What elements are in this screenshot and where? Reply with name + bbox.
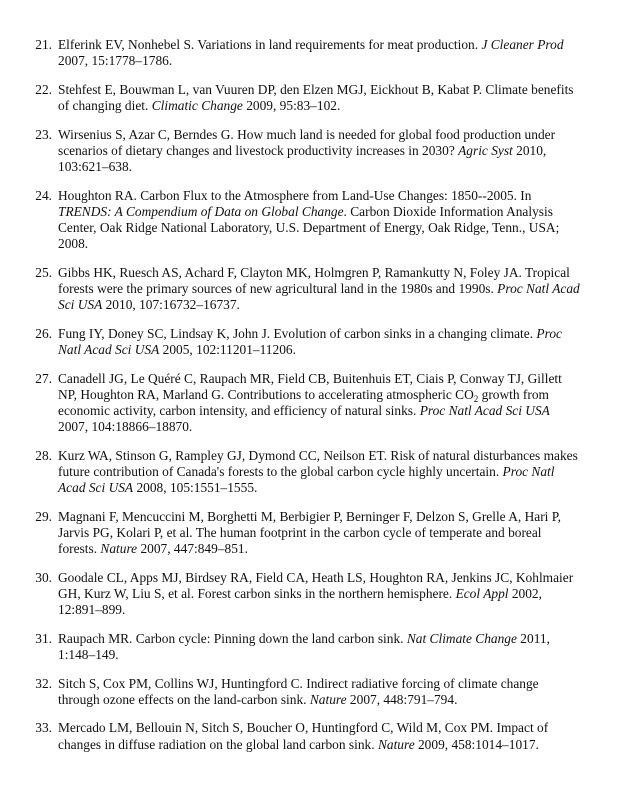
reference-text: Fung IY, Doney SC, Lindsay K, John J. Evolution of carbon sinks in a changing climate. Proc Natl Acad Sci USA 2005, 102:11201–11206. — [58, 325, 562, 357]
journal-name: Climatic Change — [151, 98, 243, 113]
reference-number: 30. — [35, 569, 52, 585]
reference-number: 22. — [35, 81, 52, 97]
reference-item — [0, 448, 617, 497]
reference-text: Kurz WA, Stinson G, Rampley GJ, Dymond CC, Neilson ET. Risk of natural disturbances makes future contribution of Canada's forests to the global carbon cycle highly uncertain. Proc Natl Acad Sci USA 2008, 105:1551–1555. — [58, 447, 578, 496]
journal-name: Proc Natl Acad Sci USA — [419, 403, 550, 418]
reference-text: Stehfest E, Bouwman L, van Vuuren DP, den Elzen MGJ, Eickhout B, Kabat P. Climate benefits of changing diet. Climatic Change 2009, 95:83–102. — [58, 81, 574, 113]
reference-number: 21. — [35, 37, 52, 52]
reference-text: Raupach MR. Carbon cycle: Pinning down the land carbon sink. Nat Climate Change 2011, 1:148–149. — [58, 630, 550, 662]
reference-number: 28. — [35, 447, 52, 463]
journal-name: Agric Syst — [458, 142, 513, 158]
reference-text: Mercado LM, Bellouin N, Sitch S, Boucher O, Huntingford C, Wild M, Cox PM. Impact of changes in diffuse radiation on the global land carbon sink. Nature 2009, 458:1014–1017. — [58, 720, 549, 752]
reference-number: 23. — [35, 126, 52, 142]
reference-number: 33. — [35, 720, 52, 736]
reference-item — [0, 676, 617, 708]
reference-text: Wirsenius S, Azar C, Berndes G. How much land is needed for global food production under scenarios of dietary changes and livestock productivity increases in 2030? Agric Syst 2010, 103:621–638. — [58, 126, 556, 174]
journal-name: Nature — [377, 736, 415, 752]
reference-list — [0, 37, 617, 765]
reference-item — [0, 37, 617, 69]
reference-item — [0, 631, 617, 663]
journal-name: Nature — [309, 691, 347, 707]
reference-text: Goodale CL, Apps MJ, Birdsey RA, Field CA, Heath LS, Houghton RA, Jenkins JC, Kohlmaier GH, Kurz W, Liu S, et al. Forest carbon sinks in the northern hemisphere. Ecol Appl 2002, 12:891–899. — [58, 569, 574, 618]
reference-number: 24. — [35, 187, 52, 203]
book-title: TRENDS: A Compendium of Data on Global Change — [58, 203, 344, 219]
reference-text: Sitch S, Cox PM, Collins WJ, Huntingford C. Indirect radiative forcing of climate change through ozone effects on the land-carbon sink. Nature 2007, 448:791–794. — [58, 675, 539, 707]
journal-name: Nat Climate Change — [406, 630, 517, 646]
reference-item — [0, 326, 617, 358]
reference-item — [0, 371, 617, 436]
reference-item — [0, 720, 617, 752]
reference-number: 26. — [35, 325, 52, 341]
reference-item — [0, 82, 617, 114]
subscript: 2 — [473, 393, 479, 404]
reference-text: Houghton RA. Carbon Flux to the Atmosphere from Land-Use Changes: 1850--2005. In TRENDS: A Compendium of Data on Global Change. Carbon Dioxide Information Analysis Center, Oak Ridge National Laboratory, U.S. Department of Energy, Oak Ridge, Tenn., USA; 2008. — [58, 187, 560, 252]
reference-number: 25. — [35, 264, 52, 280]
reference-text: Elferink EV, Nonhebel S. Variations in land requirements for meat production. J Cleaner Prod 2007, 15:1778–1786. — [58, 37, 564, 69]
reference-number: 31. — [35, 630, 52, 646]
reference-item — [0, 570, 617, 619]
journal-name: Nature — [100, 541, 138, 557]
reference-item — [0, 265, 617, 314]
journal-name: Proc Natl Acad Sci USA — [58, 325, 562, 357]
reference-item — [0, 509, 617, 558]
reference-text: Magnani F, Mencuccini M, Borghetti M, Berbigier P, Berninger F, Delzon S, Grelle A, Hari P, Jarvis PG, Kolari P, et al. The human footprint in the carbon cycle of temperate and boreal forests. Nature 2007, 447:849–851. — [58, 508, 562, 557]
journal-name: Proc Natl Acad Sci USA — [58, 464, 555, 496]
reference-number: 29. — [35, 508, 52, 524]
reference-number: 32. — [35, 675, 52, 691]
journal-name: Ecol Appl — [455, 586, 509, 601]
reference-text: Gibbs HK, Ruesch AS, Achard F, Clayton MK, Holmgren P, Ramankutty N, Foley JA. Tropical forests were the primary sources of new agricultural land in the 1980s and 1990s. Proc Natl Acad Sci USA 2010, 107:16732–16737. — [58, 264, 580, 313]
journal-name: J Cleaner Prod — [481, 37, 564, 52]
reference-item — [0, 127, 617, 176]
reference-number: 27. — [35, 370, 52, 386]
journal-name: Proc Natl Acad Sci USA — [58, 281, 580, 313]
reference-text: Canadell JG, Le Quéré C, Raupach MR, Field CB, Buitenhuis ET, Ciais P, Conway TJ, Gillett NP, Houghton RA, Marland G. Contributions to accelerating atmospheric $CO_2$ growth from economic activity, carbon intensity, and efficiency of natural sinks. Proc Natl Acad Sci USA 2007, 104:18866–18870. — [58, 370, 562, 435]
reference-item — [0, 188, 617, 253]
